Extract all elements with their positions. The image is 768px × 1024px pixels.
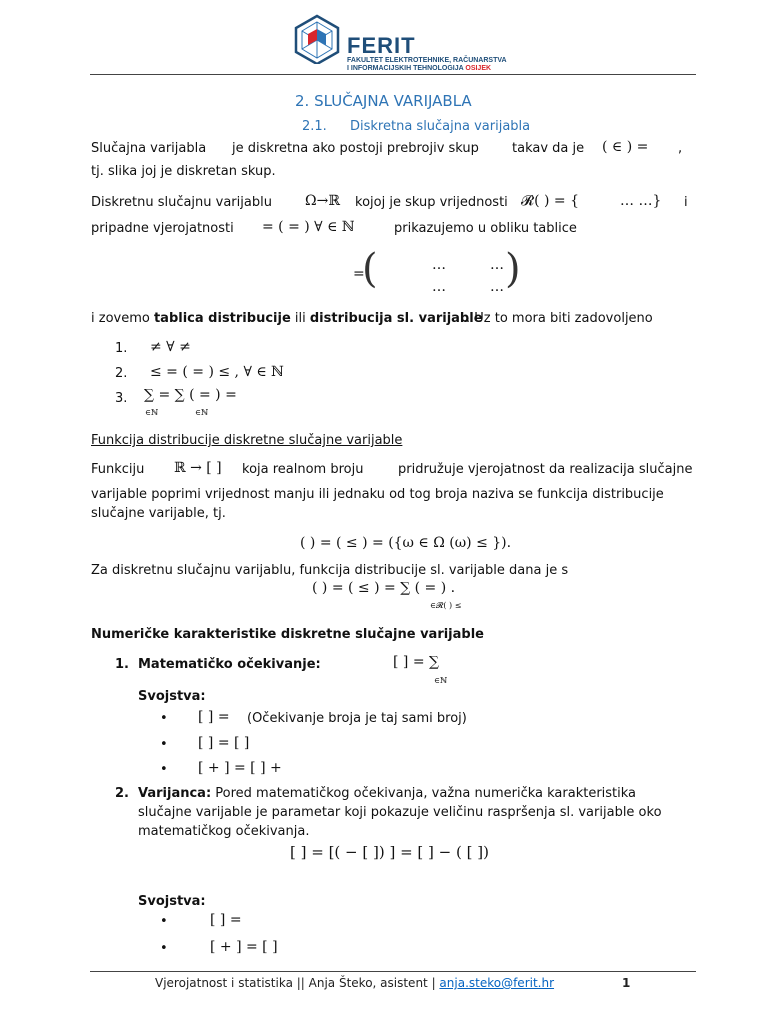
page-title: 2. SLUČAJNA VARIJABLA bbox=[295, 92, 472, 110]
prop2-expr-2: [ + ] = [ ] bbox=[210, 939, 278, 955]
def-text-3: takav da je bbox=[512, 141, 585, 156]
item1-num: 1. bbox=[115, 657, 129, 672]
bullet-icon: • bbox=[160, 737, 168, 752]
cdf-text-1: Funkciju bbox=[91, 462, 145, 477]
dist-range-end: … …} bbox=[620, 193, 662, 209]
condition-1-expr: ≠ ∀ ≠ bbox=[150, 339, 191, 355]
logo-name: FERIT bbox=[347, 33, 416, 58]
dist-map: Ω→ℝ bbox=[305, 193, 340, 209]
bullet-icon: • bbox=[160, 762, 168, 777]
item2-text-2: slučajne varijable je parametar koji pokazuje veličinu raspršenja sl. varijable oko bbox=[138, 805, 662, 820]
term-distribution: distribucija sl. varijable bbox=[309, 311, 483, 326]
def-text-4: tj. slika joj je diskretan skup. bbox=[91, 164, 276, 179]
condition-2-expr: ≤ = ( = ) ≤ , ∀ ∈ ℕ bbox=[150, 364, 284, 380]
prop1-expr-3: [ + ] = [ ] + bbox=[198, 760, 282, 776]
dist-text-3: pripadne vjerojatnosti bbox=[91, 221, 234, 236]
condition-3-sub1: ∈ℕ bbox=[145, 408, 159, 417]
matrix-cell-11: … bbox=[432, 257, 446, 273]
def-text-1: Slučajna varijabla bbox=[91, 141, 207, 156]
cdf-text-4: varijable poprimi vrijednost manju ili jednaku od tog broja naziva se funkcija distribucije bbox=[91, 487, 664, 502]
ferit-logo-hexagon-icon bbox=[292, 14, 342, 64]
def-text-2: je diskretna ako postoji prebrojiv skup bbox=[232, 141, 479, 156]
item2-text-1: Pored matematičkog očekivanja, važna numerička karakteristika bbox=[211, 786, 637, 801]
dist-text-2: kojoj je skup vrijednosti bbox=[355, 195, 508, 210]
bullet-icon: • bbox=[160, 941, 168, 956]
matrix-cell-12: … bbox=[490, 257, 504, 273]
matrix-equals: = bbox=[353, 266, 365, 282]
dist-text-1: Diskretnu slučajnu varijablu bbox=[91, 195, 272, 210]
cdf-formula-1: ( ) = ( ≤ ) = ({ω ∈ Ω (ω) ≤ }). bbox=[300, 535, 512, 551]
item2-title: Varijanca: bbox=[138, 786, 212, 801]
matrix-right-paren: ) bbox=[505, 246, 521, 292]
cdf-text-3: pridružuje vjerojatnost da realizacija slučajne bbox=[398, 462, 693, 477]
dist-text-i: i bbox=[684, 195, 688, 210]
prop2-expr-1: [ ] = bbox=[210, 912, 242, 928]
matrix-left-paren: ( bbox=[362, 246, 378, 292]
cdf-text-6: Za diskretnu slučajnu varijablu, funkcija distribucije sl. varijable dana je s bbox=[91, 563, 569, 578]
cdf-map: ℝ → [ ] bbox=[174, 460, 222, 476]
page-number: 1 bbox=[622, 976, 631, 990]
def-formula: ( ∈ ) = bbox=[602, 139, 649, 155]
subtitle-number: 2.1. bbox=[302, 119, 327, 134]
dist-text-6: . Uz to mora biti zadovoljeno bbox=[466, 311, 653, 326]
logo-line2: I INFORMACIJSKIH TEHNOLOGIJA bbox=[347, 65, 464, 72]
condition-1-num: 1. bbox=[115, 341, 128, 356]
dist-text-4: prikazujemo u obliku tablice bbox=[394, 221, 577, 236]
matrix-cell-21: … bbox=[432, 279, 446, 295]
cdf-heading: Funkcija distribucije diskretne slučajne varijable bbox=[91, 433, 403, 448]
expectation-formula: [ ] = ∑ bbox=[393, 654, 439, 670]
prop1-note-1: (Očekivanje broja je taj sami broj) bbox=[247, 711, 467, 726]
item1-title: Matematičko očekivanje: bbox=[138, 657, 321, 672]
cdf-text-5: slučajne varijable, tj. bbox=[91, 506, 226, 521]
dist-text-5a: i zovemo bbox=[91, 311, 154, 326]
item2-text-3: matematičkog očekivanja. bbox=[138, 824, 310, 839]
item2-num: 2. bbox=[115, 786, 129, 801]
numeric-heading: Numeričke karakteristike diskretne slučajne varijable bbox=[91, 627, 484, 642]
dist-probabilities: = ( = ) ∀ ∈ ℕ bbox=[262, 219, 355, 235]
variance-formula: [ ] = [( − [ ]) ] = [ ] − ( [ ]) bbox=[290, 843, 489, 861]
condition-3-expr: ∑ = ∑ ( = ) = bbox=[144, 387, 237, 403]
props1-title: Svojstva: bbox=[138, 689, 206, 704]
term-distribution-table: tablica distribucije bbox=[153, 311, 291, 326]
header-rule bbox=[90, 74, 696, 75]
prop1-expr-1: [ ] = bbox=[198, 709, 230, 725]
footer-rule bbox=[90, 971, 696, 972]
condition-3-sub2: ∈ℕ bbox=[195, 408, 209, 417]
dist-text-5 bbox=[91, 311, 483, 326]
logo-city: OSIJEK bbox=[465, 65, 492, 72]
bullet-icon: • bbox=[160, 711, 168, 726]
prop1-expr-2: [ ] = [ ] bbox=[198, 735, 250, 751]
footer-label: Vjerojatnost i statistika || Anja Šteko, asistent | bbox=[155, 976, 440, 990]
condition-3-num: 3. bbox=[115, 391, 128, 406]
dist-text-5c: ili bbox=[290, 311, 310, 326]
dist-range: 𝓡( ) = { bbox=[521, 193, 579, 209]
matrix-cell-22: … bbox=[490, 279, 504, 295]
footer-text bbox=[155, 976, 554, 990]
cdf-text-2: koja realnom broju bbox=[242, 462, 364, 477]
footer-email-link[interactable]: anja.steko@ferit.hr bbox=[439, 976, 555, 990]
props2-title: Svojstva: bbox=[138, 894, 206, 909]
cdf-formula-2-sub: ∈𝓡( ) ≤ bbox=[430, 601, 462, 610]
def-comma: , bbox=[678, 141, 683, 156]
cdf-formula-2: ( ) = ( ≤ ) = ∑ ( = ) . bbox=[312, 580, 456, 596]
expectation-sub: ∈ℕ bbox=[434, 676, 448, 685]
subtitle: Diskretna slučajna varijabla bbox=[350, 119, 531, 134]
condition-2-num: 2. bbox=[115, 366, 128, 381]
logo-line1: FAKULTET ELEKTROTEHNIKE, RAČUNARSTVA bbox=[347, 57, 507, 64]
bullet-icon: • bbox=[160, 914, 168, 929]
